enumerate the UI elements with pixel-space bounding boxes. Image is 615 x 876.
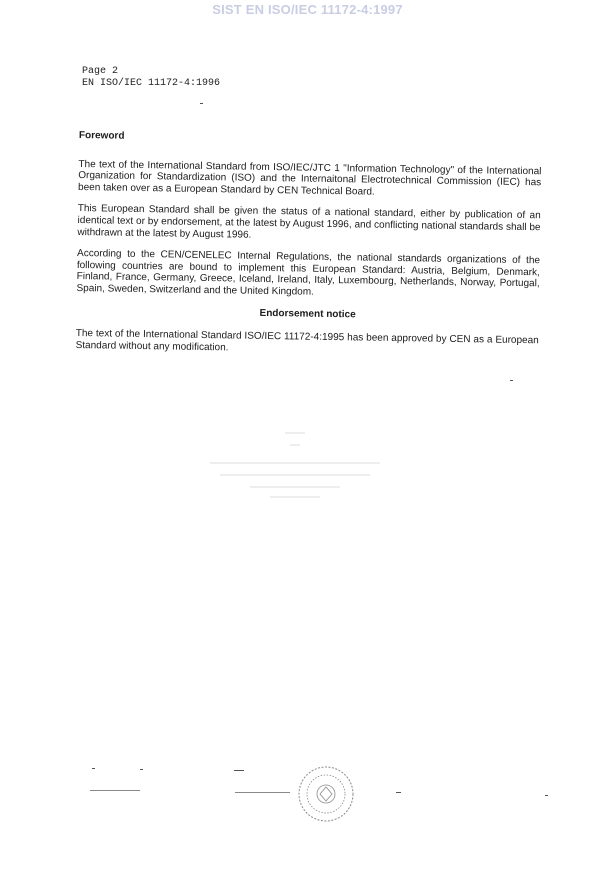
scan-speck [140, 769, 143, 770]
foreword-paragraph-3: According to the CEN/CENELEC Internal Regulations, the national standards organizations of the following countries are bound to implement this European Standard: Austria, Belgium, Denmark, Finland, France, Germany, Greece, Iceland, Ireland, Italy, Luxembourg, Netherlands, Norway, Portugal, Spain, Sweden, Switzerland and the United Kingdom. [76, 248, 541, 298]
scan-speck [200, 103, 203, 104]
page-number: Page 2 [82, 66, 119, 77]
scan-speck [90, 790, 140, 791]
watermark: SIST EN ISO/IEC 11172-4:1997 [212, 2, 403, 17]
circular-seal-icon [297, 765, 355, 823]
scan-speck [92, 768, 95, 769]
foreword-paragraph-2: This European Standard shall be given the status of a national standard, either by publication of an identical text or by endorsement, at the latest by August 1996, and conflicting national standards shall be withdrawn at the latest by August 1996. [77, 203, 541, 241]
endorsement-text: The text of the International Standard ISO/IEC 11172-4:1995 has been approved by CEN as a European Standard without any modification. [75, 328, 539, 354]
scan-speck [396, 792, 401, 793]
document-body [75, 130, 542, 369]
scan-speck [510, 380, 513, 381]
foreword-title: Foreword [78, 130, 125, 142]
scan-speck [545, 795, 548, 796]
faint-stamp-impression-icon [200, 425, 390, 505]
scan-speck [235, 792, 290, 793]
page-header [82, 66, 220, 90]
scan-speck [234, 770, 244, 771]
foreword-paragraph-1: The text of the International Standard from ISO/IEC/JTC 1 "Information Technology" of the International Organization for Standardization (ISO) and the Internaitonal Electrotechnical Commission (IEC) has been taken over as a European Standard by CEN Technical Board. [78, 158, 542, 198]
endorsement-title: Endorsement notice [259, 307, 356, 320]
document-id: EN ISO/IEC 11172-4:1996 [82, 78, 221, 89]
